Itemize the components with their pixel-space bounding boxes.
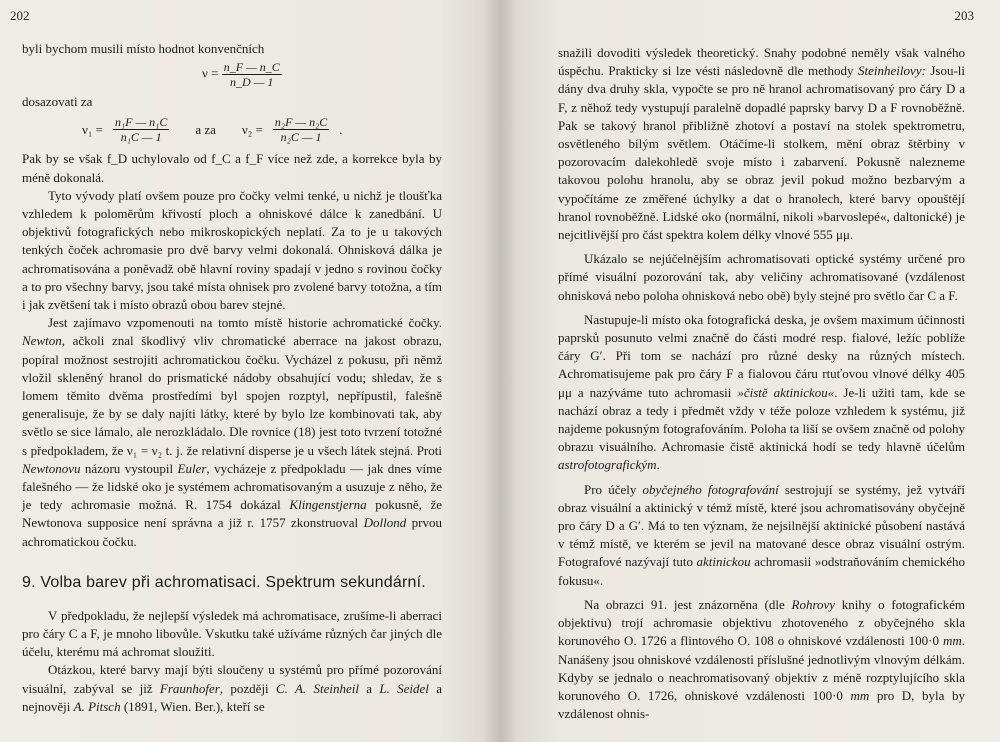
name-steinheil: C. A. Steinheil [275, 680, 359, 696]
term-cista-aktinicka: »čistě aktinickou« [737, 384, 835, 400]
paragraph-figure-91: Na obrazci 91. jest znázorněna (dle Rohrovy knihy o fotografickém objektivu) trojí achromasie objektivu zhotoveného z obyčejného skla korunového O. 1726 a flintového O. 108 o ohniskové vzdálenosti 100·0 mm. Nanášeny jsou ohniskové vzdálenosti příslušné jednotlivým vlnovým délkám. Kdyby se jednalo o neachromatisovaný objektiv z méně rozptylujícího skla korunového O. 1726, ohniskové vzdálenosti 100·0 mm pro D, byla by vzdálenost ohnis- [558, 596, 965, 722]
paragraph-visual: Ukázalo se nejúčelnějším achromatisovati optické systémy určené pro přímé visuální pozorování tak, aby veličiny achromatisované (vzdálenost ohnisková nebo poloha ohnisková nebo obě) byly stejné pro světlo čar C a F. [558, 251, 965, 303]
fraction-denominator: n₂C — 1 [280, 130, 322, 145]
term-obycejne-fotografovani: obyčejného fotografování [642, 481, 779, 497]
paragraph-ordinary-photo: Pro účely obyčejného fotografování sestrojují se systémy, jež vytváří obraz visuální a aktinický v témž místě, které jsou achromatisovány obyčejně pro čáry D a G′. Má to ten význam, že nejsilnější aktinické působení nastává v témž místě, ve kterém se jevil na matované desce obraz visuální ostrým. Fotografové nazývají tuto aktinickou achromasii »odstraňováním chemického fokusu«. [558, 481, 965, 588]
paragraph-choice: V předpokladu, že nejlepší výsledek má achromatisace, zrušíme-li aberraci pro čáry C a F, je mnoho libovůle. Vskutku také užíváme různých čar jiných dle účelu, kterému má achromat sloužiti. [22, 607, 442, 660]
paragraph-question: Otázkou, které barvy mají býti sloučeny u systémů pro přímé pozorování visuální, zabýval se již Fraunhofer, později C. A. Steinheil a L. Seidel a nejnověji A. Pitsch (1891, Wien. Ber.), kteří se [22, 662, 442, 714]
equation-lhs-2: ν₂ = [241, 121, 263, 137]
fraction-denominator: n₁C — 1 [120, 130, 162, 145]
equation-nu [202, 60, 442, 89]
paragraph-photographic: Nastupuje-li místo oka fotografická deska, je ovšem maximum účinnosti paprsků posunuto velmi značně do části modré resp. fialové, ležíc poblíže čáry G′. Při tom se nachází pro různé desky na různých místech. Achromatisujeme pak pro čáry F a fialovou čáru rtuťovou vlnové délky 405 μμ a nazýváme tuto achromasii »čistě aktinickou«. Je-li užiti tam, kde se nachází obraz a tedy i předmět vždy v téže poloze vzhledem k systému, již najdeme pokusným fotografováním. Poloha ta liší se ovšem značně od polohy obrazu visuálního. Achromasie čistě aktinická hodí se tedy hlavně účelům astrofotografickým. [558, 311, 965, 473]
fraction-numerator: n₁F — n₁C [115, 115, 168, 130]
intro-text: byli bychom musili místo hodnot konvenčních [22, 41, 265, 56]
equation-lhs: ν = [202, 65, 219, 81]
paragraph-steinheil: snažili dovoditi výsledek theoretický. Snahy podobné neměly však valného úspěchu. Prakticky si lze vésti následovně dle methody Steinheilovy: Jsou-li dány dva druhy skla, vypočte se pro ně hranol achromatisovaný pro čáry D a F, z něhož tedy vystupují paralelně dopadlé paprsky barvy D a F rovnoběžně. Pak se takový hranol přibližně zhotoví a postaví na stolek spektrometru, osvětleného bílým světlem. Otáčíme-li stolkem, mění obraz štěrbiny v pozorovacím dalekohledě svoje místo i zabarvení. Pokusně nalezneme takovou polohu hranolu, aby se obraz jevil pokud možno bezbarvým a vypočítáme ze změřené úchylky a dat o hranolech, které barvy opouštějí hranol rovnoběžně. Lidské oko (normální, nikoli »barvoslepé«, daltonické) je nejcitlivější pro část spektra kolem délky vlnové 555 μμ. [558, 45, 966, 243]
substitute-text: dosazovati za [22, 94, 93, 110]
fraction-numerator: n₂F — n₂C [274, 115, 328, 130]
page-number-left: 202 [10, 8, 30, 23]
fraction [222, 60, 282, 89]
equation-lhs-1: ν₁ = [82, 121, 103, 137]
equation-period: . [339, 121, 343, 137]
equation-connector: a za [195, 121, 216, 137]
gutter-shadow [500, 0, 518, 742]
name-newtonovu: Newtonovu [22, 460, 81, 476]
paragraph-correction: Pak by se však f_D uchylovalo od f_C a f_F více než zde, a korrekce byla by méně dokonalá. [22, 151, 442, 185]
name-euler: Euler [177, 460, 207, 476]
term-astrofotograficky: astrofotografickým [558, 457, 657, 473]
name-pitsch: A. Pitsch [73, 698, 121, 714]
page-number-right: 203 [954, 8, 974, 23]
unit-mm: mm [942, 633, 962, 649]
unit-mm: mm [850, 687, 870, 703]
name-dollond: Dollond [363, 515, 407, 531]
fraction-denominator: n_D — 1 [230, 75, 274, 90]
name-steinheilovy: Steinheilovy: [857, 63, 926, 79]
name-klingenstjerna: Klingenstjerna [289, 497, 367, 513]
name-fraunhofer: Fraunhofer [159, 680, 220, 696]
section-heading: 9. Volba barev při achromatisaci. Spektrum sekundární. [22, 573, 426, 591]
right-page [500, 0, 1000, 742]
paragraph-history: Jest zajímavo vzpomenouti na tomto místě historie achromatické čočky. Newton, ačkoli znal škodlivý vliv chromatické aberrace na jakost obrazu, popíral možnost sestrojiti achromatickou čočku. Vycházel z pokusu, při němž vložil skleněný hranol do prismatické nádoby obsahující vodu; shledav, že s lomem těmito dvěma prostředími byl spojen rozptyl, nepřípustil, falešně generalisuje, že by se daly najíti látky, které by bylo lze kombinovati tak, aby světlo se sice lámalo, ale nerozkládalo. Dle rovnice (18) jest toto tvrzení totožné s předpokladem, že ν₁ = ν₂ t. j. že relativní disperse je u všech látek stejná. Proti Newtonovu názoru vystoupil Euler, vycházeje z předpokladu — jak dnes víme falešného — že lidské oko je systémem achromatisovaným a usuzuje z něho, že je tedy achromasie možná. R. 1754 dokázal Klingenstjerna pokusně, že Newtonova supposice není správna a již r. 1757 zkonstruoval Dollond prvou achromatickou čočku. [22, 315, 443, 549]
left-column [22, 40, 442, 716]
fraction-numerator: n_F — n_C [223, 60, 280, 75]
name-rohrovy: Rohrovy [791, 596, 836, 612]
name-newton: Newton [22, 333, 62, 349]
gutter-shadow [482, 0, 500, 742]
paragraph-thin-lenses: Tyto vývody platí ovšem pouze pro čočky velmi tenké, u nichž je tloušťka vzhledem k poloměrům křivostí ploch a ohniskové dálce k zanedbání. U objektivů fotografických nebo mikroskopických neplatí. Za to je u takových tenkých čoček achromasie pro dvě barvy velmi dokonalá. Ohnisková dálka je achromatisována a poněvadž obě hlavní roviny spadají v jedno s rovinou čočky a to pro všechny barvy, jsou také místa ohnisek pro zvolené barvy totožna, a tím i jak zvětšení tak i místo obrazů obou barev stejné. [22, 187, 442, 313]
equation-nu1-nu2 [82, 115, 442, 144]
name-seidel: L. Seidel [379, 680, 429, 696]
term-aktinicka: aktinickou [696, 554, 751, 570]
right-column [558, 44, 965, 723]
fraction-1 [113, 115, 169, 144]
fraction-2 [273, 115, 329, 144]
